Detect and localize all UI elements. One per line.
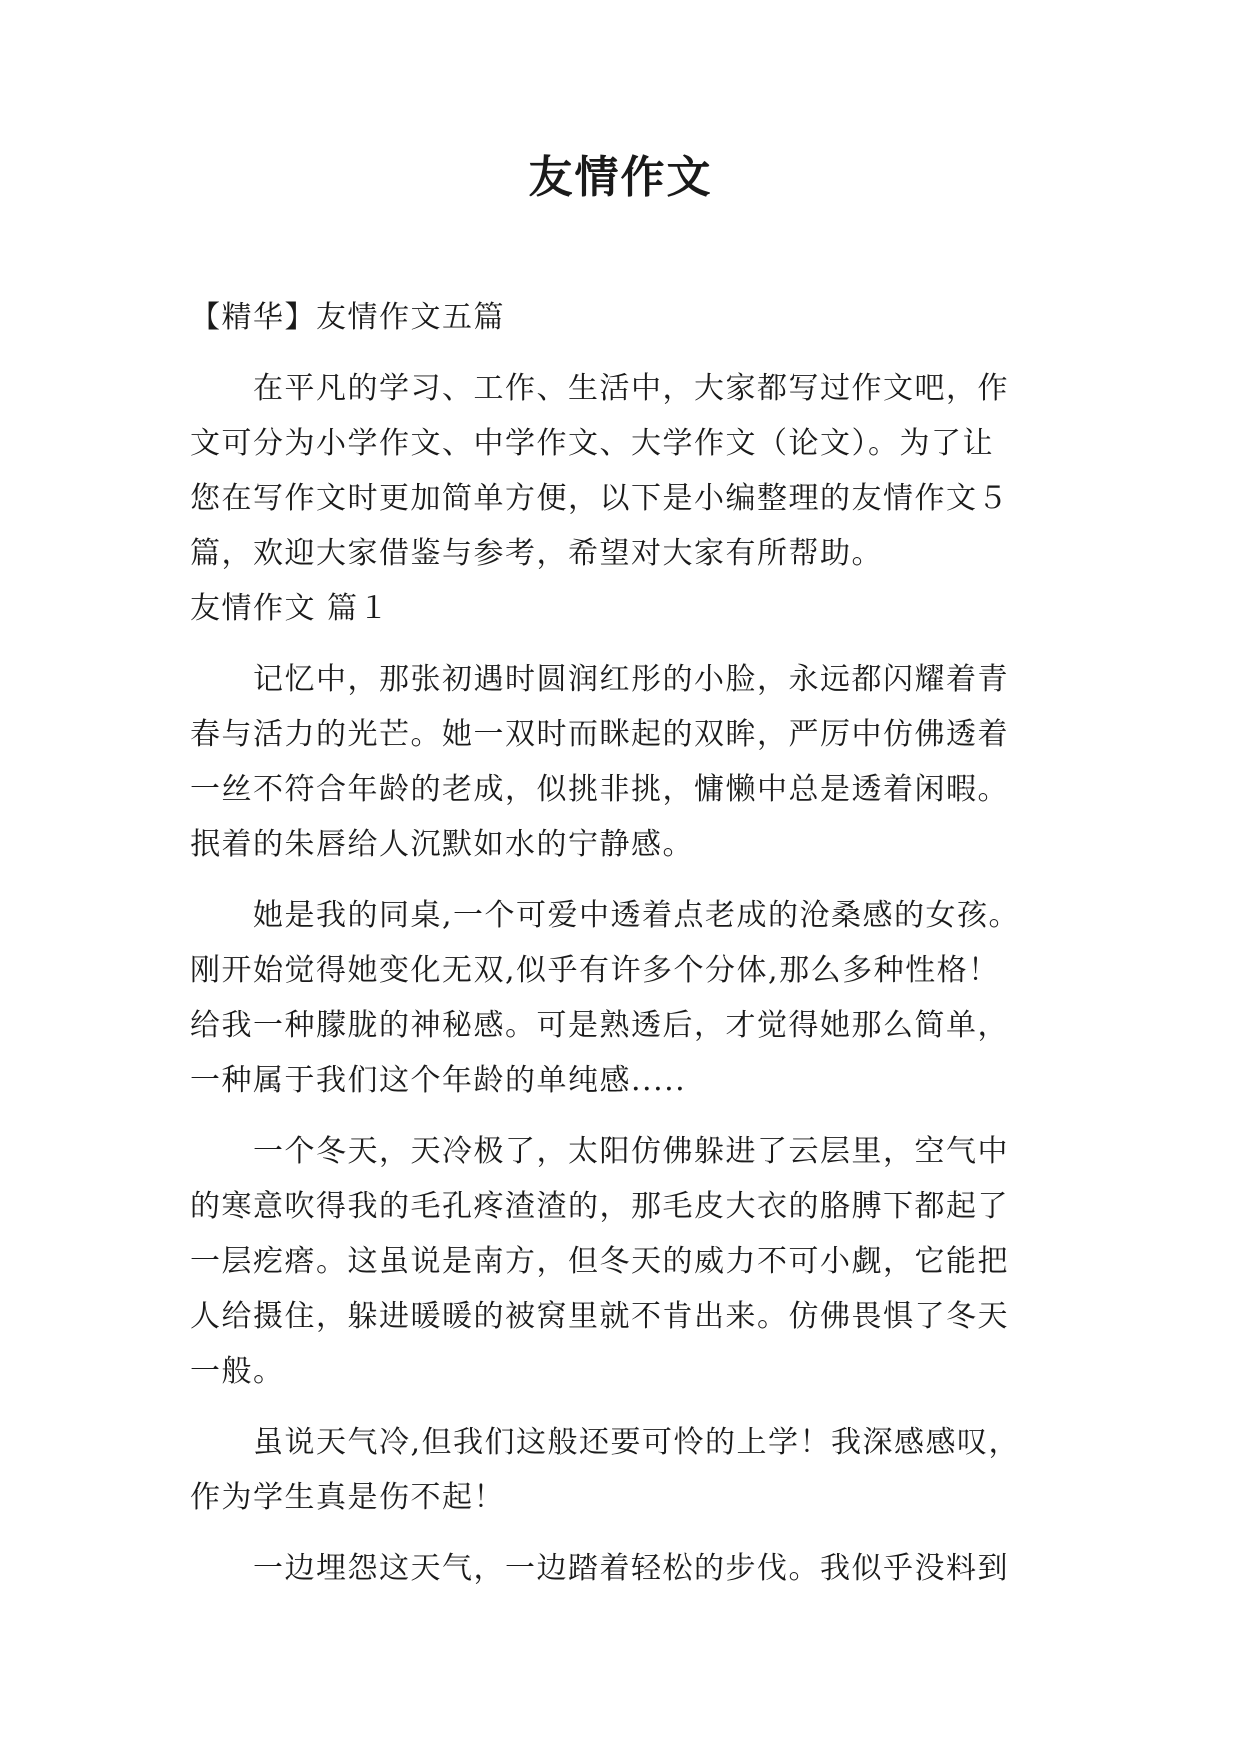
body-line: 一边埋怨这天气，一边踏着轻松的步伐。我似乎没料到 <box>190 1551 1009 1586</box>
intro-line: 文可分为小学作文、中学作文、大学作文（论文）。为了让 <box>190 426 994 461</box>
body-line: 给我一种朦胧的神秘感。可是熟透后，才觉得她那么简单， <box>190 1008 1009 1043</box>
spacer <box>190 1399 1050 1415</box>
spacer <box>190 1108 1050 1124</box>
section-heading: 友情作文 篇１ <box>190 591 391 626</box>
spacer <box>190 1525 1050 1541</box>
document-body <box>190 290 1050 1596</box>
body-line: 一丝不符合年龄的老成，似挑非挑，慵懒中总是透着闲暇。 <box>190 772 1009 807</box>
intro-line: 篇，欢迎大家借鉴与参考，希望对大家有所帮助。 <box>190 536 883 571</box>
intro-line: 在平凡的学习、工作、生活中，大家都写过作文吧，作 <box>190 371 1009 406</box>
body-line: 作为学生真是伤不起！ <box>190 1480 505 1515</box>
body-line: 刚开始觉得她变化无双,似乎有许多个分体,那么多种性格！ <box>190 953 1000 988</box>
spacer <box>190 872 1050 888</box>
article-subtitle: 【精华】友情作文五篇 <box>190 300 505 335</box>
body-line: 抿着的朱唇给人沉默如水的宁静感。 <box>190 827 694 862</box>
body-line: 春与活力的光芒。她一双时而眯起的双眸，严厉中仿佛透着 <box>190 717 1009 752</box>
document-title: 友情作文 <box>528 152 713 203</box>
body-line: 人给摄住，躲进暖暖的被窝里就不肯出来。仿佛畏惧了冬天 <box>190 1299 1009 1334</box>
body-line: 一个冬天，天冷极了，太阳仿佛躲进了云层里，空气中 <box>190 1134 1009 1169</box>
body-line: 的寒意吹得我的毛孔疼渣渣的，那毛皮大衣的胳膊下都起了 <box>190 1189 1009 1224</box>
body-line: 记忆中，那张初遇时圆润红彤的小脸，永远都闪耀着青 <box>190 662 1009 697</box>
body-line: 一层疙瘩。这虽说是南方，但冬天的威力不可小觑，它能把 <box>190 1244 1009 1279</box>
intro-line: 您在写作文时更加简单方便，以下是小编整理的友情作文５ <box>190 481 1009 516</box>
body-line: 她是我的同桌,一个可爱中透着点老成的沧桑感的女孩。 <box>190 898 1021 933</box>
body-line: 一种属于我们这个年龄的单纯感..... <box>190 1063 687 1098</box>
body-line: 一般。 <box>190 1354 285 1389</box>
body-line: 虽说天气冷,但我们这般还要可怜的上学！我深感感叹， <box>190 1425 1021 1460</box>
spacer <box>190 636 1050 652</box>
spacer <box>190 345 1050 361</box>
